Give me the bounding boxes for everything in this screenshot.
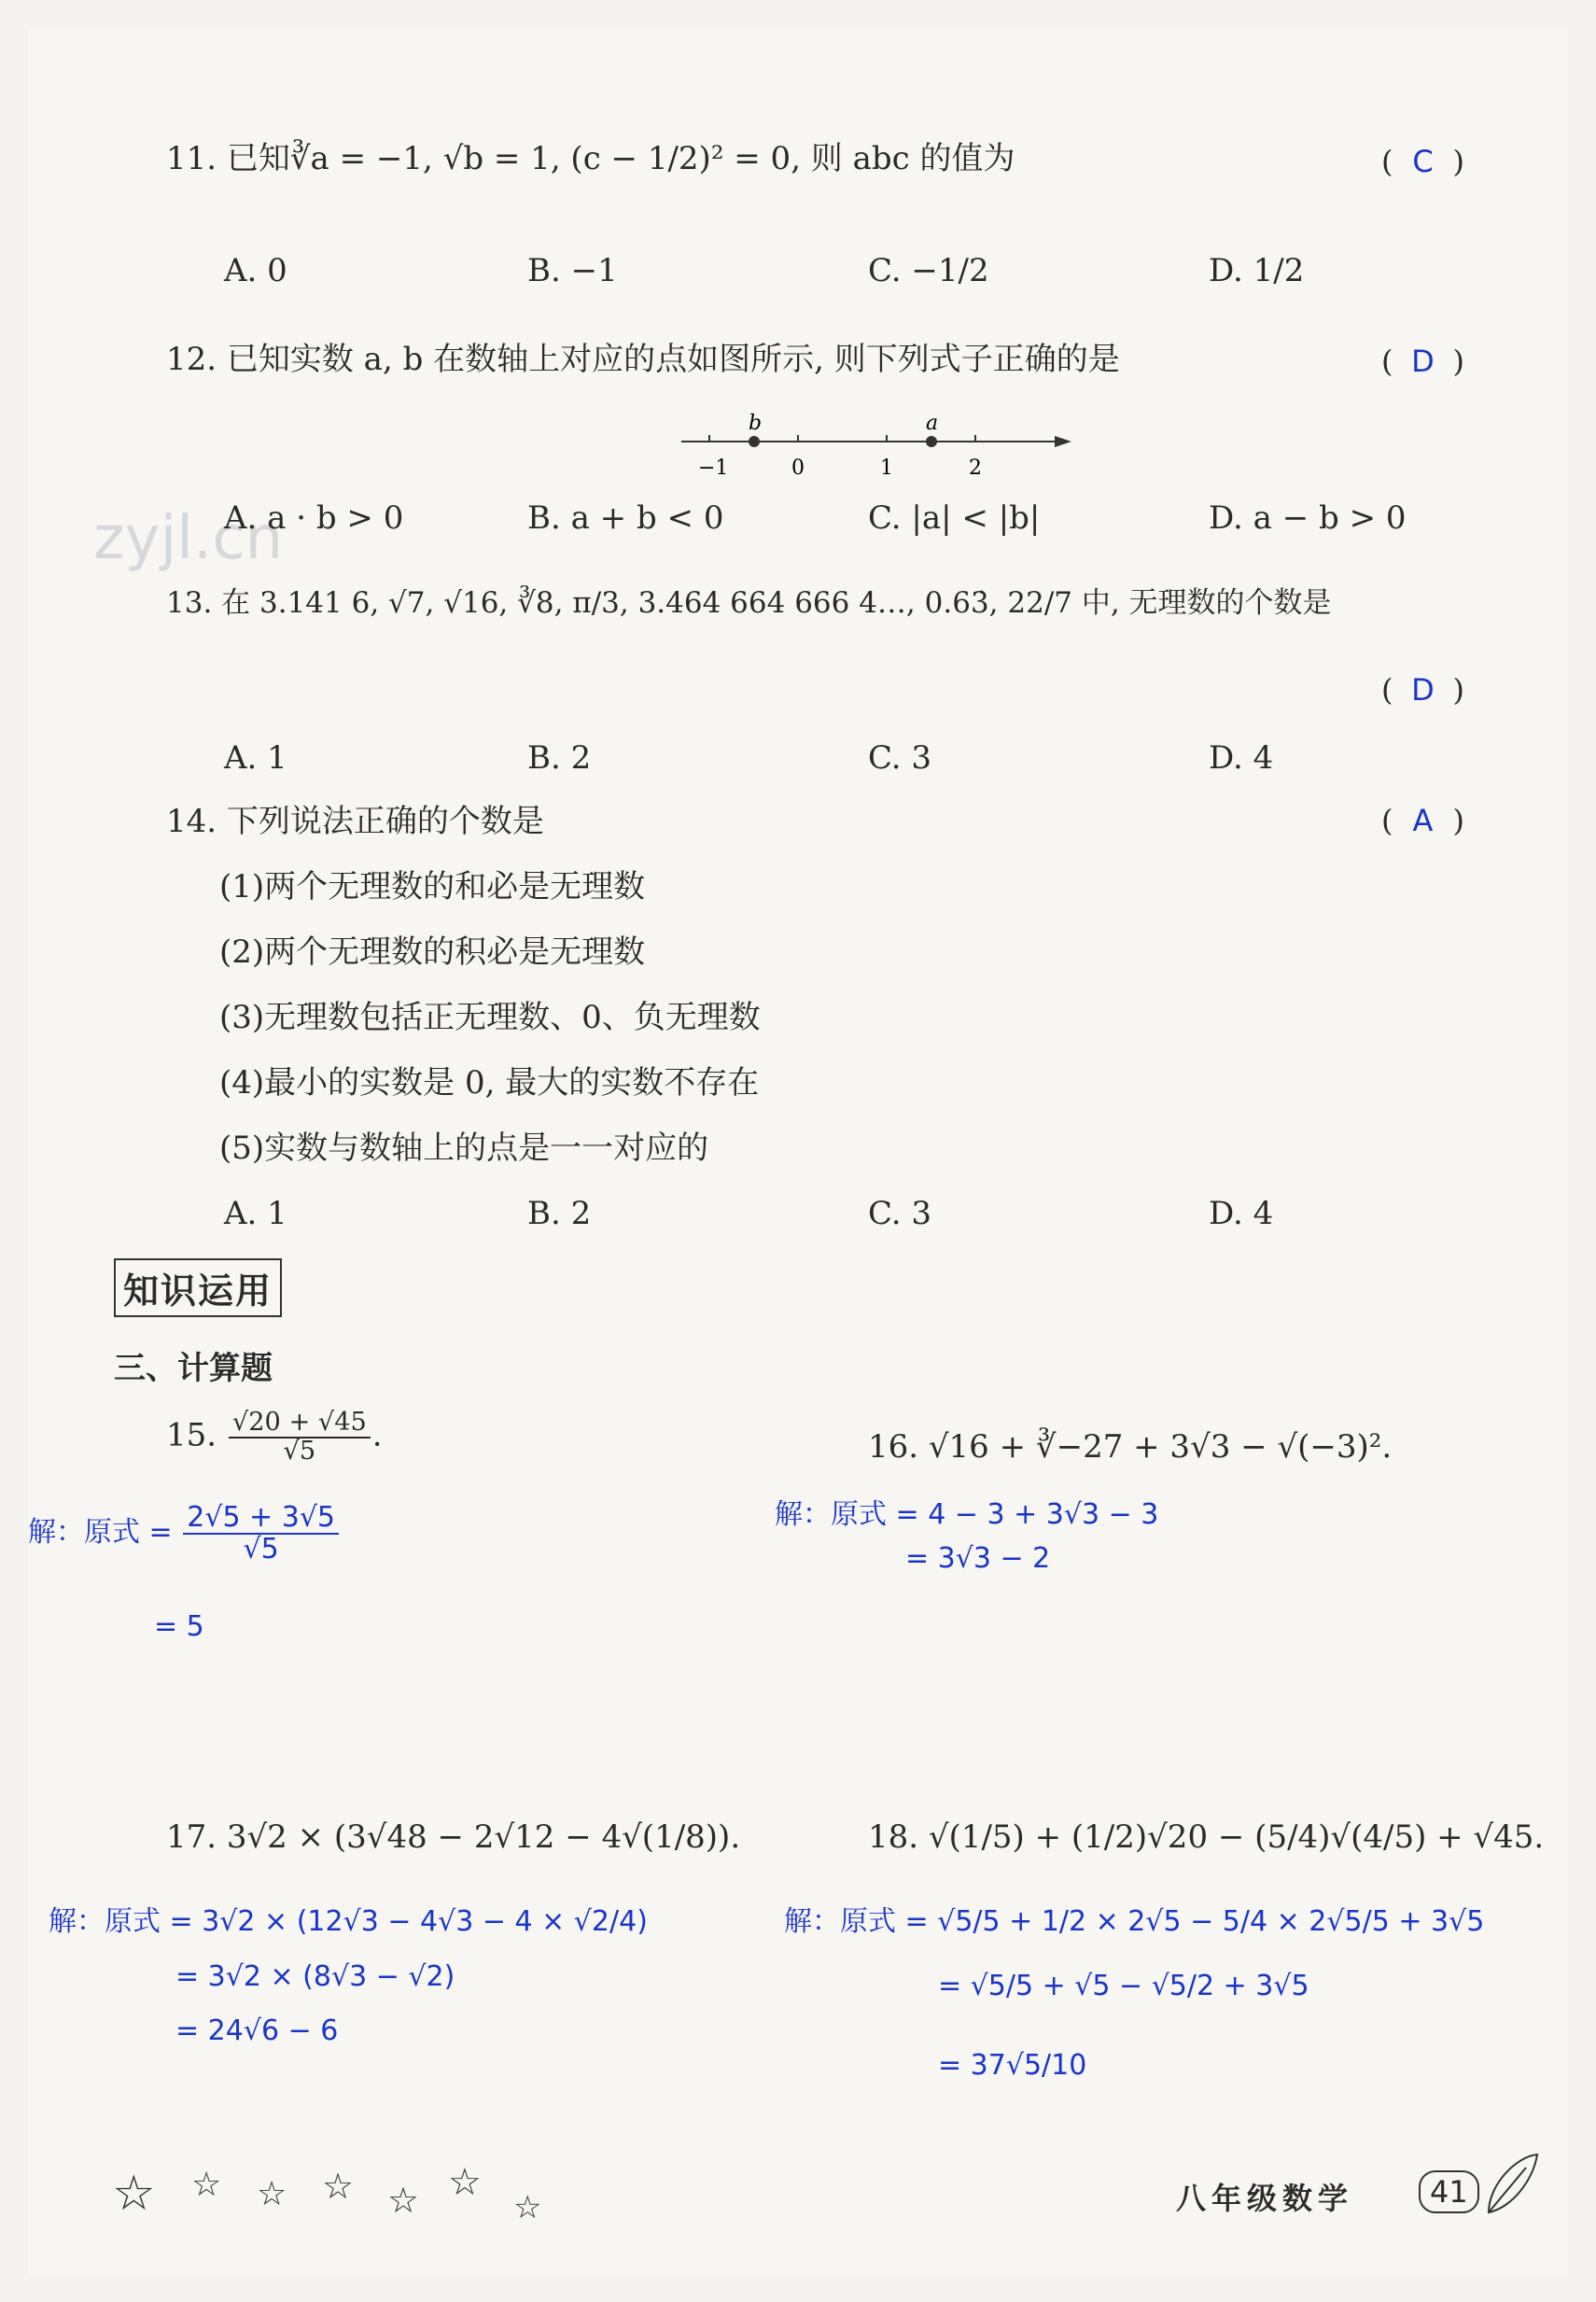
statement-1: (1)两个无理数的和必是无理数 bbox=[219, 868, 646, 905]
tick-label: 1 bbox=[880, 456, 893, 480]
answer-value: D bbox=[1411, 344, 1435, 379]
statement-2: (2)两个无理数的积必是无理数 bbox=[219, 933, 646, 971]
q15-label: 15. bbox=[166, 1416, 217, 1454]
q15-denominator: √5 bbox=[283, 1436, 316, 1466]
question-18: 18. √(1/5) + (1/2)√20 − (5/4)√(4/5) + √45. bbox=[868, 1818, 1545, 1856]
question-14-answer: ( A ) bbox=[1381, 803, 1464, 838]
q17-solution-1: 解：原式 = 3√2 × (12√3 − 4√3 − 4 × √2/4) bbox=[49, 1905, 648, 1938]
axis-arrow bbox=[1055, 436, 1071, 447]
question-17: 17. 3√2 × (3√48 − 2√12 − 4√(1/8)). bbox=[166, 1818, 741, 1856]
star-icon: ☆ bbox=[322, 2166, 355, 2207]
statement-3: (3)无理数包括正无理数、0、负无理数 bbox=[219, 999, 761, 1036]
question-13-text: 13. 在 3.141 6, √7, √16, ∛8, π/3, 3.464 664 666 4…, 0.63̇, 22/7 中, 无理数的个数是 bbox=[166, 586, 1332, 620]
q18-solution-3: = 37√5/10 bbox=[938, 2049, 1087, 2082]
q11-option-c: C. −1/2 bbox=[868, 252, 989, 289]
q13-option-a: A. 1 bbox=[224, 739, 287, 777]
question-15: 15. $\frac{√20 + √45}{√5}$ . bbox=[166, 1408, 383, 1466]
q11-option-d: D. 1/2 bbox=[1209, 252, 1305, 289]
q13-option-c: C. 3 bbox=[868, 739, 932, 777]
star-icon: ☆ bbox=[513, 2189, 542, 2226]
star-icon: ☆ bbox=[448, 2161, 482, 2204]
q11-option-a: A. 0 bbox=[224, 252, 287, 289]
q17-solution-2: = 3√2 × (8√3 − √2) bbox=[175, 1960, 455, 1993]
q14-option-d: D. 4 bbox=[1209, 1195, 1274, 1232]
point-a bbox=[926, 436, 937, 447]
question-13-answer: ( D ) bbox=[1381, 672, 1464, 708]
answer-value: D bbox=[1411, 672, 1435, 708]
q15-step1-den: √5 bbox=[243, 1532, 279, 1565]
q14-option-b: B. 2 bbox=[527, 1195, 592, 1232]
q14-option-c: C. 3 bbox=[868, 1195, 932, 1232]
answer-value: A bbox=[1412, 803, 1434, 838]
statement-5: (5)实数与数轴上的点是一一对应的 bbox=[219, 1130, 709, 1167]
star-icon: ☆ bbox=[191, 2166, 222, 2204]
q13-option-b: B. 2 bbox=[527, 739, 592, 777]
sol-prefix: 解：原式 = bbox=[28, 1516, 173, 1549]
answer-value: C bbox=[1412, 144, 1434, 179]
q14-option-a: A. 1 bbox=[224, 1195, 287, 1232]
tick-label: −1 bbox=[698, 456, 729, 480]
q15-step1-num: 2√5 + 3√5 bbox=[183, 1503, 339, 1535]
question-11-answer: ( C ) bbox=[1381, 144, 1464, 179]
leaf-icon bbox=[1479, 2147, 1545, 2222]
q12-option-c: C. |a| < |b| bbox=[868, 499, 1041, 537]
star-icon: ☆ bbox=[387, 2180, 420, 2221]
q12-option-d: D. a − b > 0 bbox=[1209, 499, 1407, 537]
q16-solution-2: = 3√3 − 2 bbox=[905, 1542, 1051, 1575]
q12-option-a: A. a · b > 0 bbox=[224, 499, 404, 537]
q17-solution-3: = 24√6 − 6 bbox=[175, 2014, 339, 2047]
question-14-text: 14. 下列说法正确的个数是 bbox=[166, 803, 544, 840]
q15-numerator: √20 + √45 bbox=[229, 1410, 371, 1439]
label-b: b bbox=[749, 412, 763, 435]
q11-option-b: B. −1 bbox=[527, 252, 618, 289]
question-16: 16. √16 + ∛−27 + 3√3 − √(−3)². bbox=[868, 1428, 1393, 1466]
q15-solution-1 bbox=[28, 1503, 341, 1564]
number-line bbox=[672, 401, 1083, 495]
statement-4: (4)最小的实数是 0, 最大的实数不存在 bbox=[219, 1064, 760, 1102]
section-heading: 三、计算题 bbox=[114, 1350, 273, 1387]
star-icon: ☆ bbox=[112, 2166, 156, 2222]
label-a: a bbox=[926, 412, 939, 435]
tick-label: 2 bbox=[969, 456, 982, 480]
question-11-text: 11. 已知∛a = −1, √b = 1, (c − 1/2)² = 0, 则 abc 的值为 bbox=[166, 140, 1015, 177]
q12-option-b: B. a + b < 0 bbox=[527, 499, 724, 537]
section-title: 知识运用 bbox=[114, 1258, 282, 1317]
point-b bbox=[749, 436, 760, 447]
q18-solution-2: = √5/5 + √5 − √5/2 + 3√5 bbox=[938, 1970, 1309, 2002]
q18-solution-1: 解：原式 = √5/5 + 1/2 × 2√5 − 5/4 × 2√5/5 + 3√5 bbox=[784, 1905, 1485, 1938]
q15-step1-fraction bbox=[183, 1503, 339, 1564]
q15-solution-2: = 5 bbox=[154, 1610, 204, 1643]
question-12-text: 12. 已知实数 a, b 在数轴上对应的点如图所示, 则下列式子正确的是 bbox=[166, 341, 1120, 378]
star-icon: ☆ bbox=[257, 2175, 287, 2213]
watermark: zyjl.cn bbox=[93, 504, 284, 573]
footer-title: 八年级数学 bbox=[1176, 2181, 1354, 2216]
q15-fraction bbox=[229, 1410, 371, 1465]
page bbox=[28, 28, 1568, 2274]
q16-solution-1: 解：原式 = 4 − 3 + 3√3 − 3 bbox=[775, 1498, 1159, 1531]
tick-label: 0 bbox=[791, 456, 805, 480]
page-number: 41 bbox=[1419, 2170, 1479, 2213]
q13-option-d: D. 4 bbox=[1209, 739, 1274, 777]
question-12-answer: ( D ) bbox=[1381, 344, 1464, 379]
